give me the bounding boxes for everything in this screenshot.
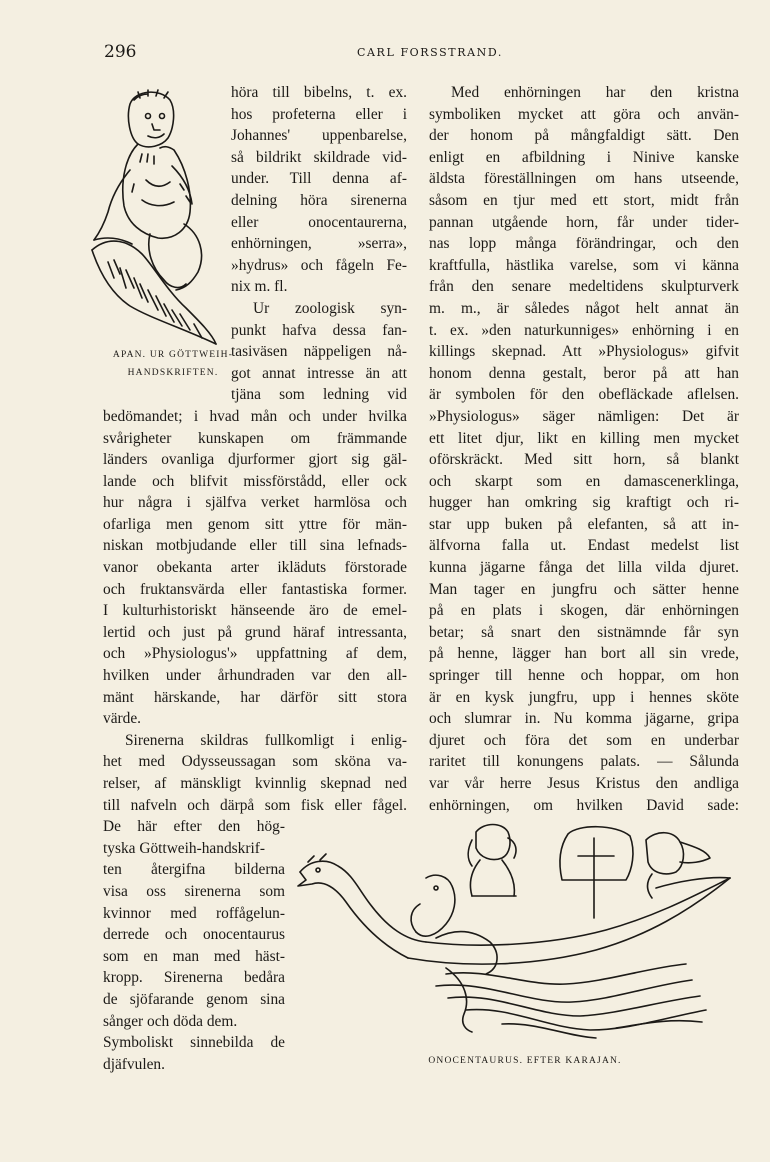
text-line: från den senare medeltidens skulpturverk	[429, 278, 739, 296]
onocentaur-caption: ONOCENTAURUS. EFTER KARAJAN.	[428, 1056, 622, 1066]
right-column-text	[429, 82, 739, 816]
text-line: Johannes' uppenbarelse,	[231, 127, 407, 145]
text-line: djuret och föra det som en underbar	[429, 731, 739, 749]
running-head: CARL FORSSTRAND.	[357, 46, 503, 59]
text-line: bedömandet; i hvad mån och under hvilka	[103, 407, 407, 425]
text-line: »Physiologus» säger nämligen: Det är	[429, 407, 739, 425]
onocentaur-illustration	[296, 818, 742, 1040]
text-line: punkt hafva dessa fan-	[231, 321, 407, 339]
text-line: raritet till konungens palats. — Sålunda	[429, 753, 739, 771]
text-line: Man tager en jungfru och sätter henne	[429, 580, 739, 598]
text-line: tasiväsen näppeligen nå-	[231, 343, 407, 361]
text-line: hvilken under århundraden var den all-	[103, 667, 407, 685]
text-line: är symbolen för den obefläckade aflelsen.	[429, 386, 739, 404]
text-line: är en kysk jungfru, upp i hennes sköte	[429, 688, 739, 706]
text-line: såsom en tjur med ett stort, midt från	[429, 191, 739, 209]
text-line: oförskräckt. Med sitt horn, så blankt	[429, 451, 739, 469]
text-line: m. m., är således något helt annat än	[429, 299, 739, 317]
text-line: älfvorna falla ut. Endast medelst list	[429, 537, 739, 555]
text-line: de sjöfarande genom sina	[103, 990, 285, 1008]
text-line: hur några i själfva verket harmlösa och	[103, 494, 407, 512]
text-line: Ur zoologisk syn-	[253, 299, 407, 317]
text-line: kropp. Sirenerna bedåra	[103, 969, 285, 987]
text-line: ofarliga men genom sitt yttre för män-	[103, 515, 407, 533]
text-line: kvinnor med roffågelun-	[103, 904, 285, 922]
text-line: niskan motbjudande eller till sina lefnads-	[103, 537, 407, 555]
text-line: på en plats i skogen, där enhörningen	[429, 602, 739, 620]
text-line: sånger och döda dem.	[103, 1012, 238, 1030]
text-line: och fruktansvärda eller fantastiska former.	[103, 580, 407, 598]
text-line: enligt en afbildning i Ninive kanske	[429, 148, 739, 166]
text-line: djäfvulen.	[103, 1055, 165, 1073]
text-line: springer till henne och hoppar, om hon	[429, 667, 739, 685]
text-line: derrede och onocentaurus	[103, 926, 285, 944]
text-line: lande och blifvit missförstådd, eller ock	[103, 472, 407, 490]
text-line: var vår herre Jesus Kristus den andliga	[429, 775, 739, 792]
text-line: symboliken mycket att göra och använ-	[429, 105, 739, 123]
text-line: I kulturhistoriskt hänseende äro de emel-	[103, 602, 407, 620]
text-line: och skarpt som en damascenerklinga,	[429, 472, 739, 490]
text-line: länders ovanliga djurformer gjort sig gäl-	[103, 451, 407, 469]
text-line: honom denna gestalt, beror på att han	[429, 364, 739, 382]
text-line: under. Till denna af-	[231, 170, 407, 188]
text-line: ett litet djur, likt en killing men mycket	[429, 429, 739, 447]
text-line: t. ex. »den naturkunniges» enhörning i en	[429, 321, 739, 339]
text-line: Med enhörningen har den kristna	[451, 84, 739, 101]
page-number: 296	[104, 42, 137, 62]
text-line: pannan utgående horn, får under tider-	[429, 213, 739, 231]
text-line: eller onocentaurerna,	[231, 213, 407, 231]
text-line: på henne, lägger han bort all sin vrede,	[429, 645, 739, 663]
text-line: kunna jägarne fånga det lilla vilda djuret.	[429, 559, 739, 577]
text-line: och slumrar in. Nu komma jägarne, gripa	[429, 710, 739, 728]
text-line: äldsta föreställningen om hans utseende,	[429, 170, 739, 188]
text-line: nas lopp många förändringar, och den	[429, 235, 739, 253]
text-line: svårigheter kunskapen om främmande	[103, 429, 407, 447]
text-line: och »Physiologus'» uppfattning af dem,	[103, 645, 407, 663]
text-line: vanor obekanta arter ikläduts förstorade	[103, 559, 407, 577]
text-line: ten återgifna bilderna	[103, 861, 285, 879]
text-line: delning höra sirenerna	[231, 191, 407, 209]
text-line: Symboliskt sinnebilda de	[103, 1034, 285, 1052]
text-line: enhörningen, om hvilken David sade:	[429, 796, 739, 814]
text-line: De här efter den hög-	[103, 818, 285, 836]
text-line: der honom på mångfaldigt sätt. Den	[429, 127, 739, 145]
ape-caption: APAN. UR GÖTTWEIH-HANDSKRIFTEN.	[112, 350, 234, 378]
text-line: Sirenerna skildras fullkomligt i enlig-	[125, 731, 407, 749]
text-line: höra till bibelns, t. ex.	[231, 84, 407, 101]
text-line: så bildrikt skildrade vid-	[231, 148, 407, 166]
text-line: lertid och just på grund häraf intressanta,	[103, 623, 407, 641]
text-line: nix m. fl.	[231, 278, 288, 296]
text-line: mänt härskande, har därför sitt stora	[103, 688, 407, 706]
text-line: het med Odysseussagan som sköna va-	[103, 753, 407, 771]
text-line: got annat intresse än att	[231, 364, 407, 382]
text-line: killings skepnad. Att »Physiologus» gifvit	[429, 343, 739, 361]
text-line: star upp buken på elefanten, så att in-	[429, 515, 739, 533]
text-line: hugger han omkring sig kraftigt och ri-	[429, 494, 739, 512]
text-line: som en man med häst-	[103, 947, 285, 965]
text-line: enhörningen, »serra»,	[231, 235, 407, 253]
text-line: betar; så snart den sistnämnde får syn	[429, 623, 739, 641]
text-line: relser, af mänskligt kvinnlig skepnad ned	[103, 775, 407, 792]
text-line: visa oss sirenerna som	[103, 882, 285, 900]
text-line: till nafveln och därpå som fisk eller fågel.	[103, 796, 407, 814]
text-line: kraftfulla, hästlika varelse, som vi känna	[429, 256, 739, 274]
text-line: värde.	[103, 710, 142, 728]
text-line: hos profeterna eller i	[231, 105, 407, 123]
text-line: »hydrus» och fågeln Fe-	[231, 256, 407, 274]
text-line: tjäna som ledning vid	[231, 386, 407, 404]
text-line: tyska Göttweih-handskrif-	[103, 839, 265, 857]
